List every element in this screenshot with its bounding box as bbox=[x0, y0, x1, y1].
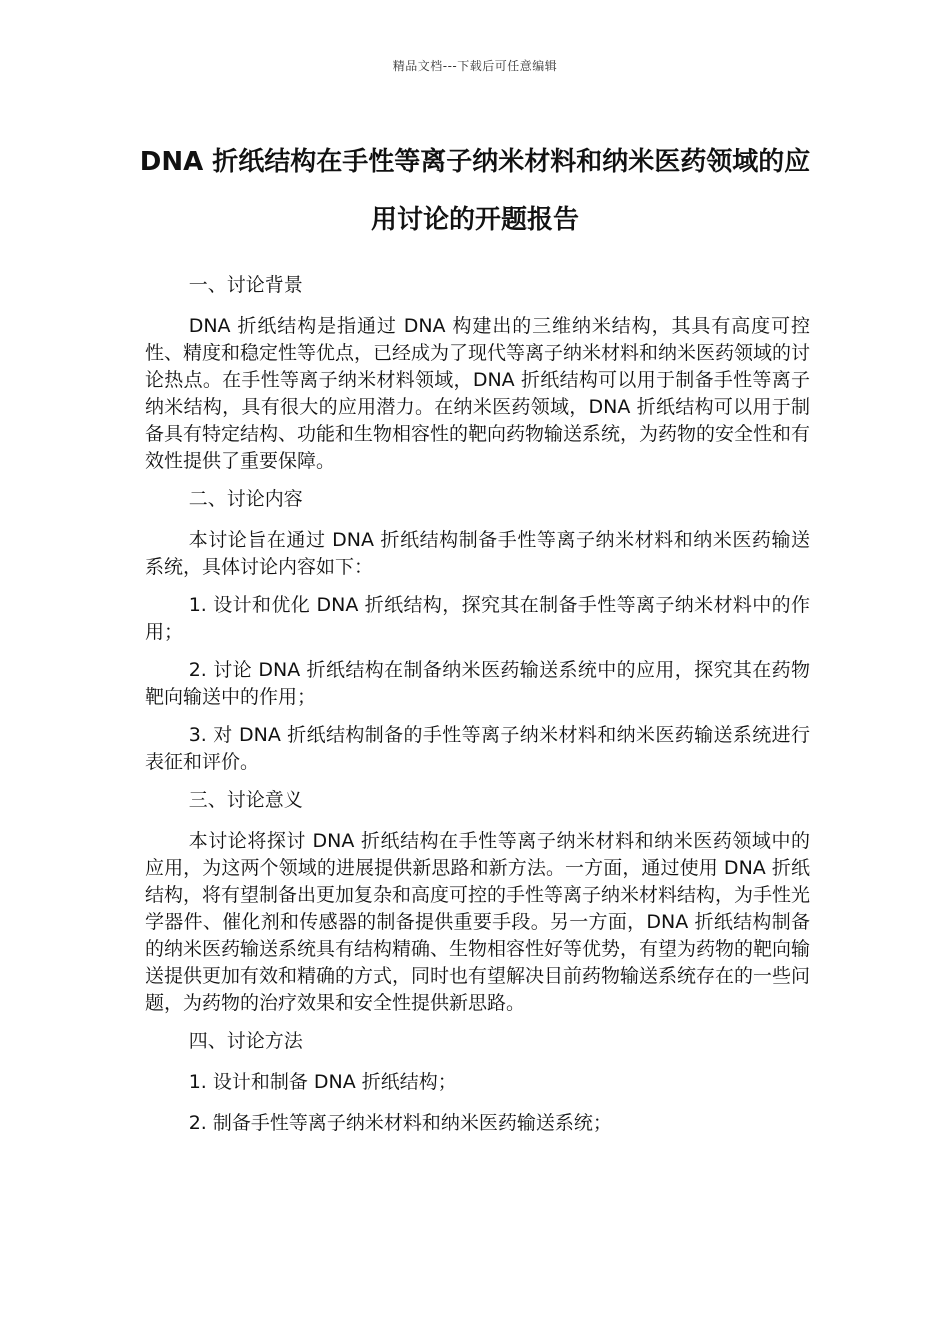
section-heading-methods: 四、讨论方法 bbox=[188, 1030, 303, 1052]
background-paragraph: DNA 折纸结构是指通过 DNA 构建出的三维纳米结构，其具有高度可控性、精度和稳定性等优点，已经成为了现代等离子纳米材料和纳米医药领域的讨论热点。在手性等离子纳米材料领域，DNA 折纸结构可以用于制备手性等离子纳米结构，具有很大的应用潜力。在纳米医药领域，DNA 折纸结构可以用于制备具有特定结构、功能和生物相容性的靶向药物输送系统，为药物的安全性和有效性提供了重要保障。 bbox=[145, 315, 811, 472]
content-list-item: 2. 讨论 DNA 折纸结构在制备纳米医药输送系统中的应用，探究其在药物靶向输送中的作用； bbox=[145, 659, 810, 708]
document-body bbox=[145, 272, 810, 1151]
content-list-item: 3. 对 DNA 折纸结构制备的手性等离子纳米材料和纳米医药输送系统进行表征和评价。 bbox=[145, 724, 810, 773]
content-list-item: 1. 设计和优化 DNA 折纸结构，探究其在制备手性等离子纳米材料中的作用； bbox=[145, 594, 810, 643]
methods-list-item: 2. 制备手性等离子纳米材料和纳米医药输送系统； bbox=[188, 1112, 612, 1134]
document-title: DNA 折纸结构在手性等离子纳米材料和纳米医药领域的应用讨论的开题报告 bbox=[139, 147, 811, 235]
significance-paragraph: 本讨论将探讨 DNA 折纸结构在手性等离子纳米材料和纳米医药领域中的应用，为这两个领域的进展提供新思路和新方法。一方面，通过使用 DNA 折纸结构，将有望制备出更加复杂和高度可控的手性等离子纳米材料结构，为手性光学器件、催化剂和传感器的制备提供重要手段。另一方面，DNA 折纸结构制备的纳米医药输送系统具有结构精确、生物相容性好等优势，有望为药物的靶向输送提供更加有效和精确的方式，同时也有望解决目前药物输送系统存在的一些问题，为药物的治疗效果和安全性提供新思路。 bbox=[145, 830, 811, 1014]
section-heading-background: 一、讨论背景 bbox=[188, 274, 303, 296]
header-note: 精品文档---下载后可任意编辑 bbox=[392, 59, 558, 73]
content-intro-paragraph: 本讨论旨在通过 DNA 折纸结构制备手性等离子纳米材料和纳米医药输送系统，具体讨论内容如下： bbox=[145, 529, 810, 578]
section-heading-content: 二、讨论内容 bbox=[188, 488, 303, 510]
section-heading-significance: 三、讨论意义 bbox=[188, 789, 303, 811]
methods-list-item: 1. 设计和制备 DNA 折纸结构； bbox=[188, 1071, 457, 1093]
